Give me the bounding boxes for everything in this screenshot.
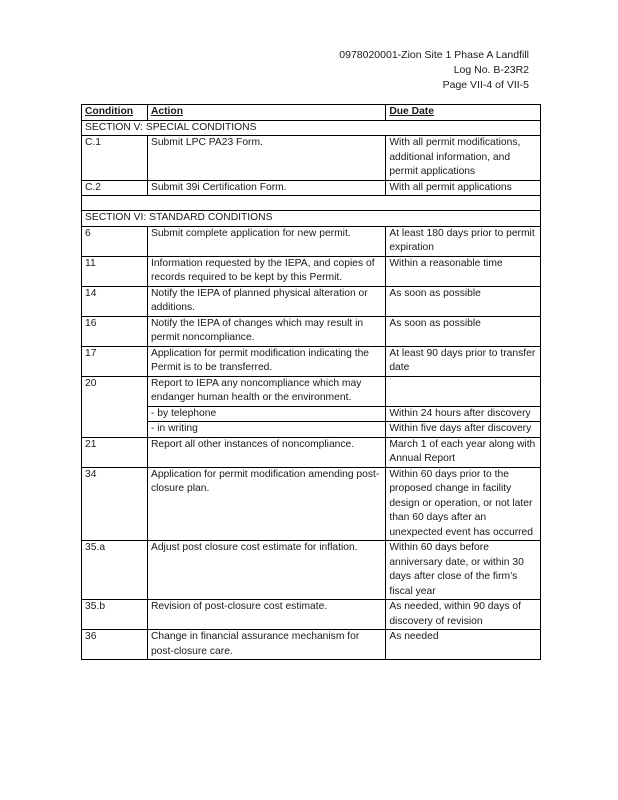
due-date-cell: As needed (386, 630, 541, 660)
action-cell: Revision of post-closure cost estimate. (147, 600, 385, 630)
table-subrow (82, 422, 541, 438)
section-vi-heading: SECTION VI: STANDARD CONDITIONS (82, 211, 541, 227)
table-row (82, 136, 541, 181)
table-row (82, 376, 541, 406)
column-header-condition: Condition (82, 105, 148, 121)
due-date-cell (386, 376, 541, 406)
table-row (82, 286, 541, 316)
due-date-cell: With all permit applications (386, 180, 541, 196)
condition-cell: C.1 (82, 136, 148, 181)
due-date-cell: At least 180 days prior to permit expiration (386, 226, 541, 256)
table-row (82, 467, 541, 541)
due-date-cell: Within five days after discovery (386, 422, 541, 438)
action-cell: - by telephone (147, 406, 385, 422)
log-number-line: Log No. B-23R2 (453, 64, 529, 76)
due-date-cell: Within 60 days before anniversary date, or within 30 days after close of the firm’s fiscal year (386, 541, 541, 600)
column-header-action: Action (147, 105, 385, 121)
table-row (82, 180, 541, 196)
due-date-cell: Within a reasonable time (386, 256, 541, 286)
due-date-cell: With all permit modifications, additional information, and permit applications (386, 136, 541, 181)
due-date-cell: As soon as possible (386, 286, 541, 316)
table-row (82, 541, 541, 600)
condition-cell: 21 (82, 437, 148, 467)
action-cell: Change in financial assurance mechanism for post-closure care. (147, 630, 385, 660)
action-cell: Submit complete application for new permit. (147, 226, 385, 256)
due-date-cell: As needed, within 90 days of discovery of revision (386, 600, 541, 630)
due-date-cell: Within 24 hours after discovery (386, 406, 541, 422)
column-header-due-date: Due Date (386, 105, 541, 121)
action-cell: - in writing (147, 422, 385, 438)
due-date-cell: March 1 of each year along with Annual Report (386, 437, 541, 467)
action-cell: Information requested by the IEPA, and copies of records required to be kept by this Permit. (147, 256, 385, 286)
condition-cell: C.2 (82, 180, 148, 196)
conditions-table (81, 104, 541, 660)
action-cell: Notify the IEPA of changes which may result in permit noncompliance. (147, 316, 385, 346)
condition-cell: 35.a (82, 541, 148, 600)
action-cell: Report all other instances of noncompliance. (147, 437, 385, 467)
table-row (82, 630, 541, 660)
condition-cell: 11 (82, 256, 148, 286)
table-row (82, 226, 541, 256)
section-v-heading: SECTION V: SPECIAL CONDITIONS (82, 120, 541, 136)
section-heading-row (82, 211, 541, 227)
section-spacer-row (82, 196, 541, 211)
condition-cell: 17 (82, 346, 148, 376)
condition-cell: 20 (82, 376, 148, 437)
table-row (82, 600, 541, 630)
due-date-cell: Within 60 days prior to the proposed change in facility design or operation, or not later than 60 days after an unexpected event has occurred (386, 467, 541, 541)
condition-cell: 35.b (82, 600, 148, 630)
due-date-cell: As soon as possible (386, 316, 541, 346)
action-cell: Application for permit modification amending post-closure plan. (147, 467, 385, 541)
section-heading-row (82, 120, 541, 136)
table-header-row (82, 105, 541, 121)
action-cell: Submit LPC PA23 Form. (147, 136, 385, 181)
condition-cell: 34 (82, 467, 148, 541)
table-row (82, 346, 541, 376)
table-row (82, 256, 541, 286)
action-cell: Adjust post closure cost estimate for inflation. (147, 541, 385, 600)
action-cell: Application for permit modification indicating the Permit is to be transferred. (147, 346, 385, 376)
condition-cell: 14 (82, 286, 148, 316)
due-date-cell: At least 90 days prior to transfer date (386, 346, 541, 376)
condition-cell: 16 (82, 316, 148, 346)
facility-id-line: 0978020001-Zion Site 1 Phase A Landfill (339, 49, 529, 61)
condition-cell: 6 (82, 226, 148, 256)
table-subrow (82, 406, 541, 422)
action-cell: Report to IEPA any noncompliance which may endanger human health or the environment. (147, 376, 385, 406)
page-number-line: Page VII-4 of VII-5 (442, 79, 529, 91)
table-row (82, 316, 541, 346)
condition-cell: 36 (82, 630, 148, 660)
table-row (82, 437, 541, 467)
action-cell: Submit 39i Certification Form. (147, 180, 385, 196)
action-cell: Notify the IEPA of planned physical alteration or additions. (147, 286, 385, 316)
document-header (339, 48, 529, 93)
